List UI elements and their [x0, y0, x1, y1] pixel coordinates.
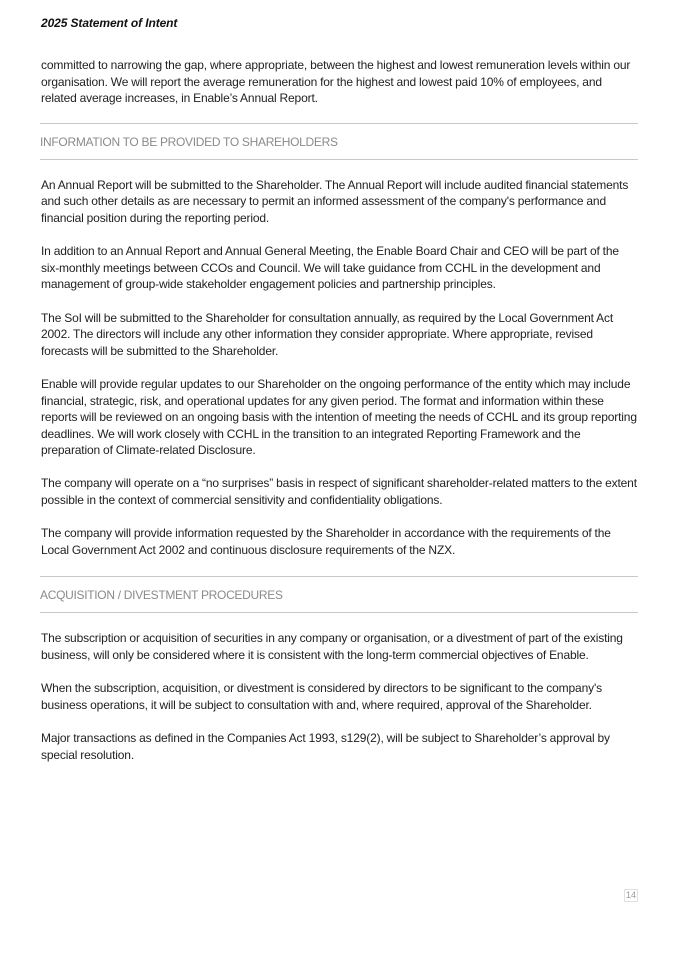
- paragraph: The company will provide information requested by the Shareholder in accordance with the requirements of the Local Government Act 2002 and continuous disclosure requirements of the NZX.: [41, 526, 611, 557]
- section-heading-acquisition-divestment: ACQUISITION / DIVESTMENT PROCEDURES: [40, 576, 638, 613]
- paragraph: In addition to an Annual Report and Annual General Meeting, the Enable Board Chair and CEO will be part of the six-monthly meetings between CCOs and Council. We will take guidance from CCHL in the development and management of group-wide stakeholder engagement policies and partnership principles.: [41, 244, 619, 292]
- document-header-title: 2025 Statement of Intent: [41, 16, 178, 30]
- section-heading-shareholder-information: INFORMATION TO BE PROVIDED TO SHAREHOLDERS: [40, 123, 638, 160]
- page-content: [41, 57, 637, 780]
- paragraph: When the subscription, acquisition, or divestment is considered by directors to be significant to the company's business operations, it will be subject to consultation with and, where required, approval of the Shareholder.: [41, 681, 602, 712]
- intro-paragraph: committed to narrowing the gap, where appropriate, between the highest and lowest remuneration levels within our organisation. We will report the average remuneration for the highest and lowest paid 10% of employees, and related average increases, in Enable’s Annual Report.: [41, 58, 631, 106]
- paragraph: The subscription or acquisition of securities in any company or organisation, or a divestment of part of the existing business, will only be considered where it is consistent with the long-term commercial objectives of Enable.: [41, 631, 623, 663]
- paragraph: The SoI will be submitted to the Shareholder for consultation annually, as required by the Local Government Act 2002. The directors will include any other information they consider appropriate. Where appropriate, revised forecasts will be submitted to the Shareholder.: [41, 310, 614, 358]
- paragraph: Major transactions as defined in the Companies Act 1993, s129(2), will be subject to Shareholder’s approval by special resolution.: [41, 731, 610, 762]
- paragraph: Enable will provide regular updates to our Shareholder on the ongoing performance of the entity which may include financial, strategic, risk, and operational updates for any given period. The format and information within these reports will be reviewed on an ongoing basis with the intention of meeting the needs of CCHL and its group reporting deadlines. We will work closely with CCHL in the transition to an integrated Reporting Framework and the preparation of Climate-related Disclosure.: [41, 376, 637, 458]
- page-number: 14: [626, 890, 637, 900]
- paragraph: The company will operate on a “no surprises” basis in respect of significant shareholder-related matters to the extent possible in the context of commercial sensitivity and confidentiality obligations.: [41, 476, 637, 508]
- paragraph: An Annual Report will be submitted to the Shareholder. The Annual Report will include audited financial statements and such other details as are necessary to permit an informed assessment of the company's performance and financial position during the reporting period.: [41, 177, 629, 225]
